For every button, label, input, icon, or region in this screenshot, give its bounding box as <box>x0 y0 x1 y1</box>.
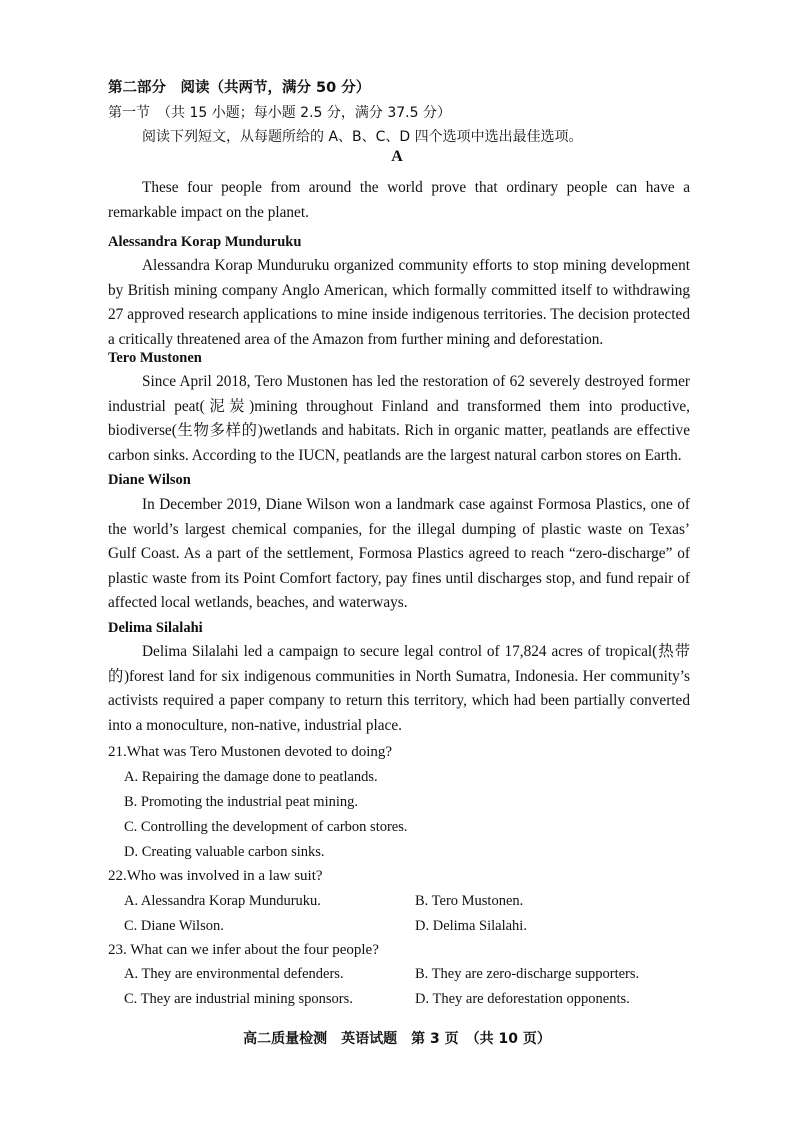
question-option[interactable]: B. They are zero-discharge supporters. <box>415 966 640 982</box>
page-footer: 高二质量检测 英语试题 第 3 页 （共 10 页） <box>243 1031 551 1047</box>
person-paragraph <box>108 254 690 352</box>
person-paragraph <box>108 493 690 616</box>
person-name: Tero Mustonen <box>108 350 202 366</box>
passage-label: A <box>391 148 403 165</box>
person-text: In December 2019, Diane Wilson won a landmark case against Formosa Plastics, one of the world’s largest chemical companies, for the illegal dumping of plastic waste on Texas’ Gulf Coast. As a part of the settlement, Formosa Plastics agreed to reach “zero-discharge” of plastic waste from its Point Comfort factory, pay fines until discharges stop, and fund repair of affected local wetlands, beaches, and waterways. <box>108 496 690 612</box>
person-text: Since April 2018, Tero Mustonen has led the restoration of 62 severely destroyed former industrial peat(泥炭)mining throughout Finland and transformed them into productive, biodiverse(生物多样的)wetlands and habitats. Rich in organic matter, peatlands are effective carbon sinks. According to the IUCN, peatlands are the largest natural carbon stores on Earth. <box>108 373 690 464</box>
question-stem: 21.What was Tero Mustonen devoted to doing? <box>108 744 393 760</box>
person-paragraph <box>108 640 690 738</box>
question-option[interactable]: A. Repairing the damage done to peatlands. <box>124 769 378 785</box>
question-option[interactable]: B. Promoting the industrial peat mining. <box>124 794 358 810</box>
question-option[interactable]: C. Diane Wilson. <box>124 918 224 934</box>
question-option[interactable]: D. Delima Silalahi. <box>415 918 527 934</box>
section-title: 第一节 （共 15 小题；每小题 2.5 分，满分 37.5 分） <box>108 105 451 121</box>
question-option[interactable]: A. Alessandra Korap Munduruku. <box>124 893 321 909</box>
person-name: Diane Wilson <box>108 472 191 488</box>
person-text: Alessandra Korap Munduruku organized community efforts to stop mining development by British mining company Anglo American, which formally committed itself to withdrawing 27 approved research applications to mine inside indigenous territories. The decision protected a critically threatened area of the Amazon from further mining and deforestation. <box>108 257 690 348</box>
question-option[interactable]: C. They are industrial mining sponsors. <box>124 991 353 1007</box>
person-paragraph <box>108 370 690 468</box>
question-option[interactable]: A. They are environmental defenders. <box>124 966 344 982</box>
person-name: Delima Silalahi <box>108 620 203 636</box>
person-name: Alessandra Korap Munduruku <box>108 234 302 250</box>
question-stem: 22.Who was involved in a law suit? <box>108 868 323 884</box>
passage-intro <box>108 176 690 225</box>
question-option[interactable]: D. They are deforestation opponents. <box>415 991 630 1007</box>
question-option[interactable]: D. Creating valuable carbon sinks. <box>124 844 325 860</box>
question-stem: 23. What can we infer about the four people? <box>108 942 379 958</box>
person-text: Delima Silalahi led a campaign to secure legal control of 17,824 acres of tropical(热带的)forest land for six indigenous communities in North Sumatra, Indonesia. Her community’s activists required a paper company to return this territory, which had been partially converted into a monoculture, non-native, industrial place. <box>108 643 690 734</box>
part-title: 第二部分 阅读（共两节，满分 50 分） <box>108 80 371 96</box>
question-option[interactable]: B. Tero Mustonen. <box>415 893 524 909</box>
instructions: 阅读下列短文，从每题所给的 A、B、C、D 四个选项中选出最佳选项。 <box>142 129 583 145</box>
question-option[interactable]: C. Controlling the development of carbon stores. <box>124 819 408 835</box>
intro-text: These four people from around the world prove that ordinary people can have a remarkable impact on the planet. <box>108 179 690 221</box>
